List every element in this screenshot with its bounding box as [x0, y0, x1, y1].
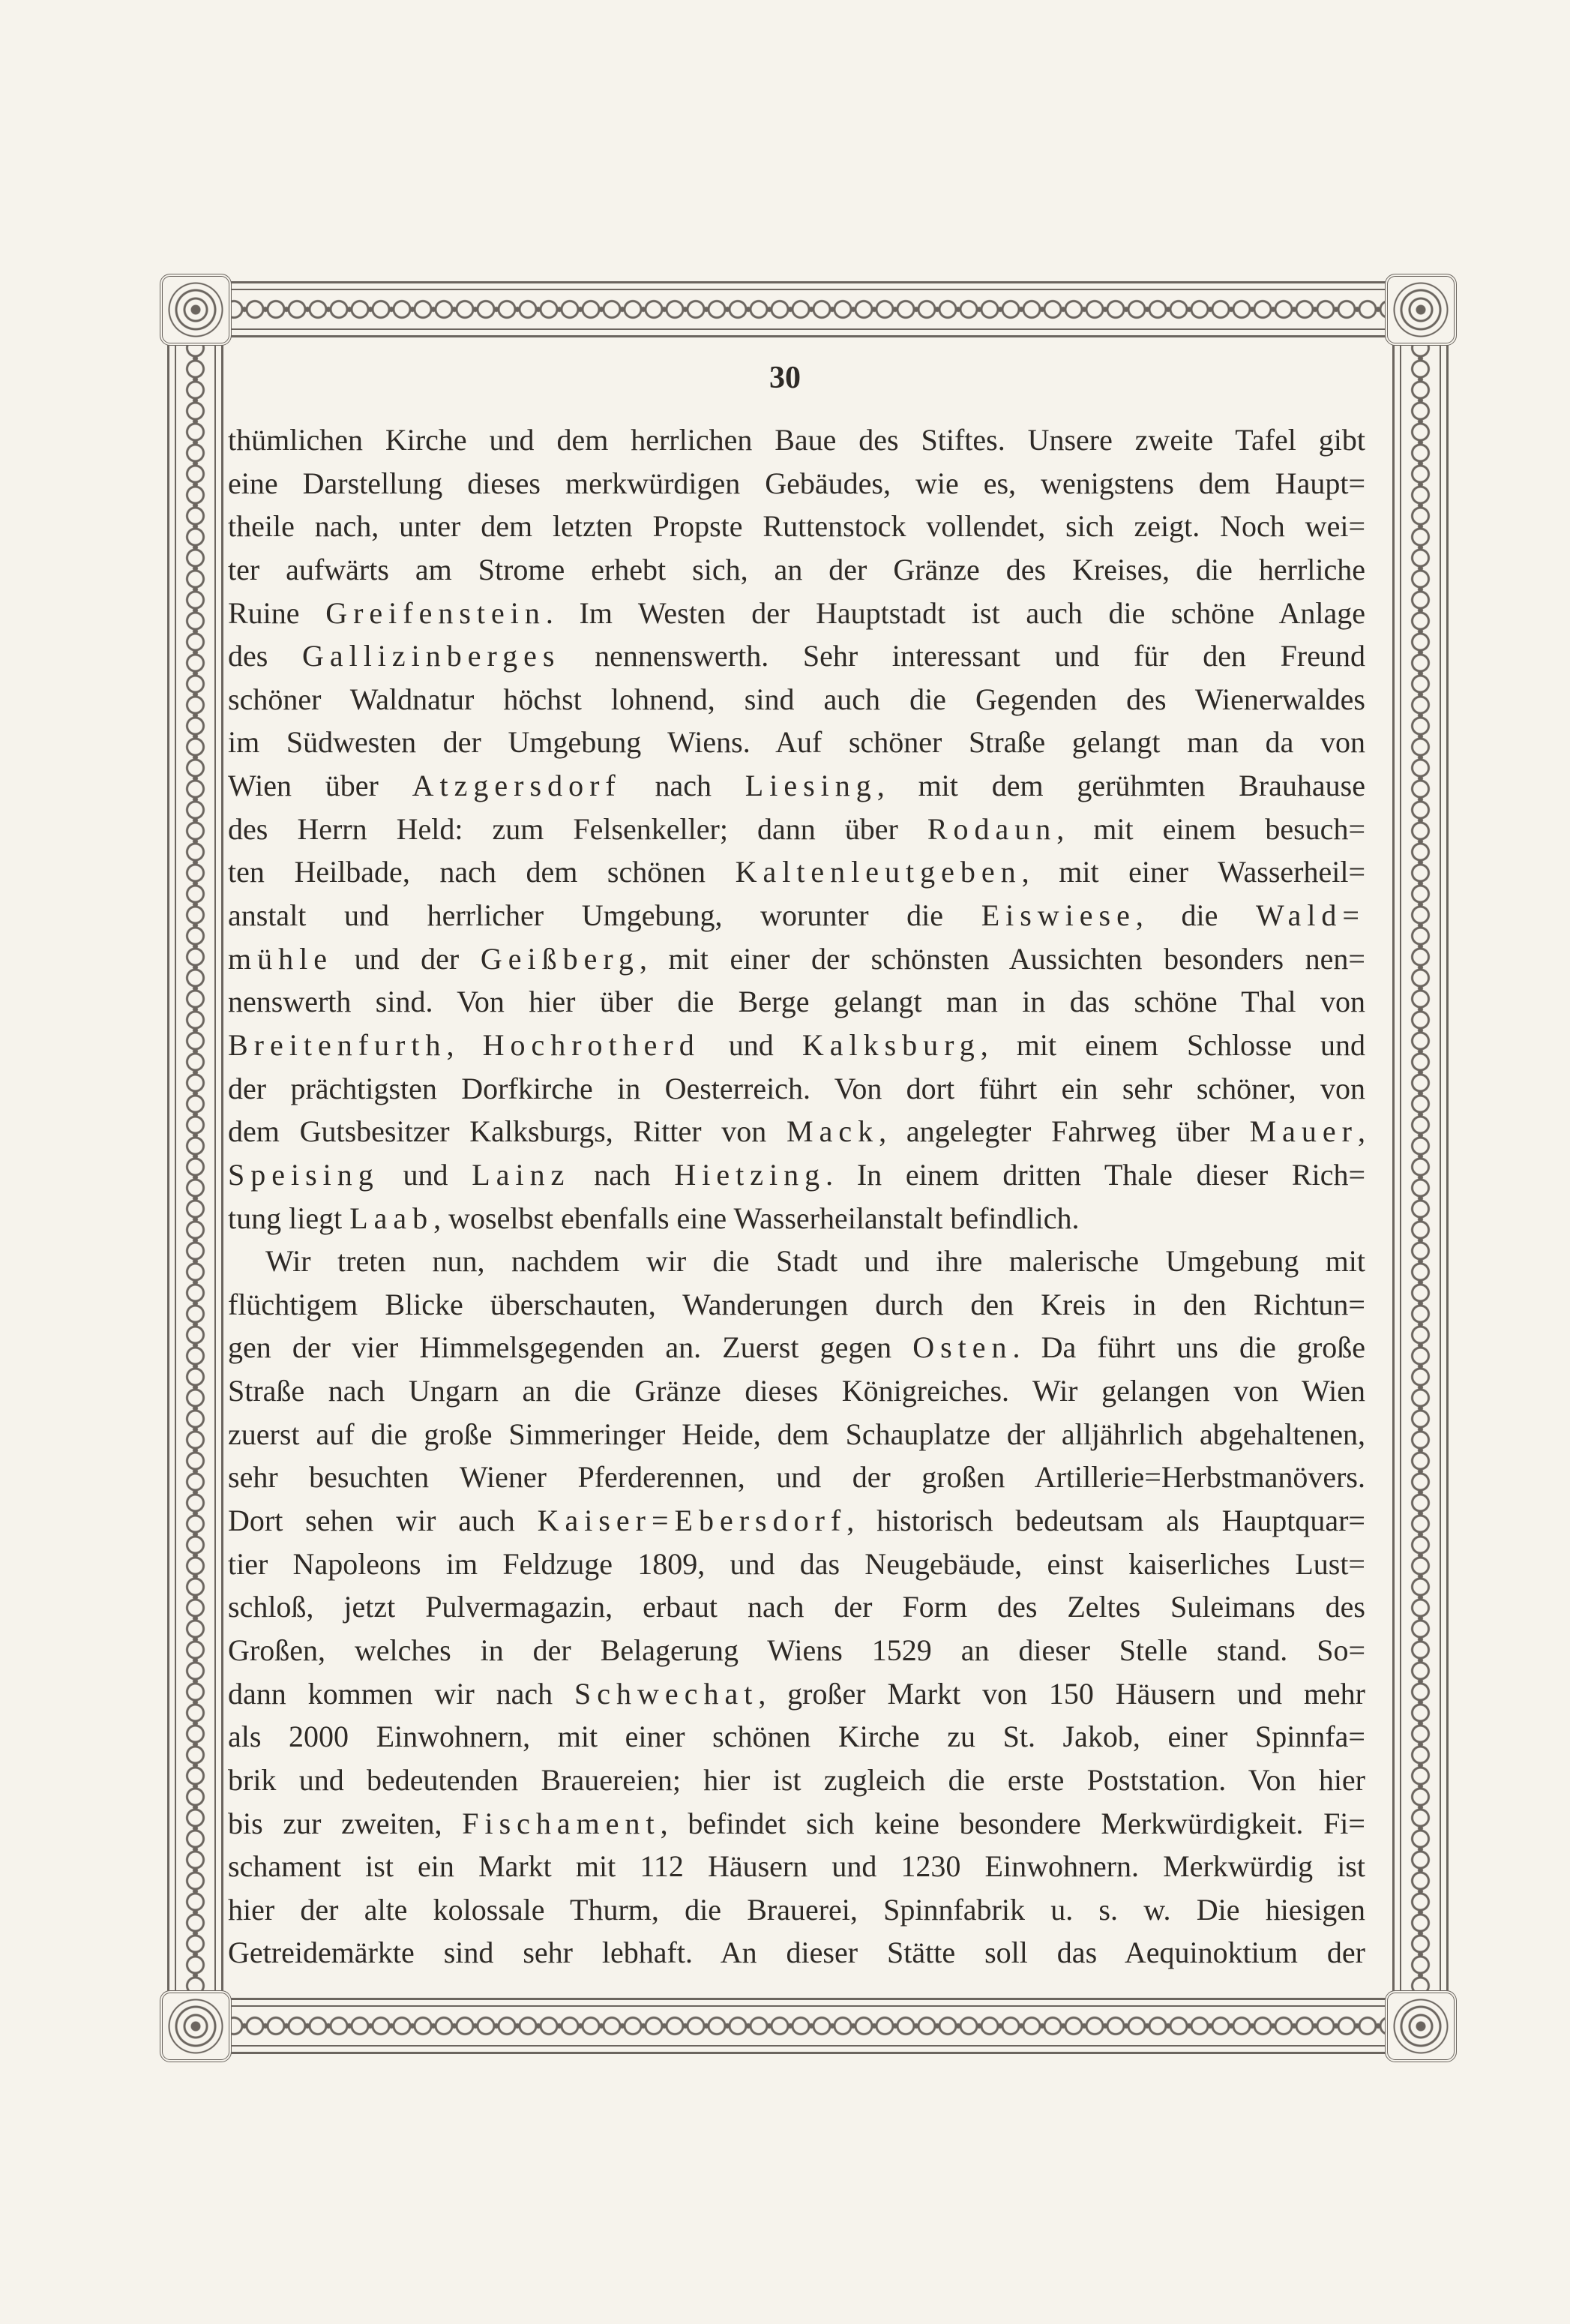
- ornamental-border-bottom: [223, 1998, 1392, 2054]
- text-line: [228, 1153, 1365, 1197]
- spaced-proper-name: Mack: [786, 1114, 879, 1149]
- spaced-proper-name: Liesing: [745, 769, 877, 803]
- text-line: [228, 850, 1365, 894]
- ornamental-border-left: [167, 337, 223, 1998]
- text-line: [228, 1369, 1365, 1413]
- corner-ornament-top-left: [160, 274, 232, 346]
- corner-ornament-bottom-right: [1385, 1990, 1457, 2062]
- text-run: , historisch bedeutsam als Hauptquar=: [846, 1504, 1365, 1538]
- text-run: , die: [1135, 898, 1257, 933]
- text-run: und: [700, 1027, 802, 1062]
- text-run: . Im Westen der Hauptstadt ist auch die schöne Anlage: [545, 595, 1365, 630]
- text-run: , großer Markt von 150 Häusern und mehr: [758, 1676, 1366, 1711]
- text-line: [228, 937, 1365, 981]
- text-run: , mit einem Schlosse und: [980, 1027, 1366, 1062]
- text-line: [228, 1845, 1365, 1888]
- spaced-proper-name: Gallizinberges: [301, 639, 561, 673]
- text-run: der prächtigsten Dorfkirche in Oesterreich. Von dort führt ein sehr schöner, von: [228, 1071, 1365, 1105]
- text-line: [228, 548, 1365, 592]
- text-line: [228, 1110, 1365, 1153]
- text-run: und der: [332, 941, 481, 976]
- text-line: [228, 678, 1365, 721]
- spaced-proper-name: Speising: [228, 1157, 379, 1192]
- text-line: [228, 1802, 1365, 1846]
- text-line: [228, 1672, 1365, 1716]
- text-run: Großen, welches in der Belagerung Wiens 1529 an dieser Stelle stand. So=: [228, 1633, 1365, 1667]
- spaced-proper-name: Laab: [349, 1201, 434, 1235]
- text-run: theile nach, unter dem letzten Propste Ruttenstock vollendet, sich zeigt. Noch wei=: [228, 509, 1365, 544]
- text-line: [228, 1024, 1365, 1067]
- text-run: , befindet sich keine besondere Merkwürdigkeit. Fi=: [660, 1806, 1365, 1840]
- text-run: gen der vier Himmelsgegenden an. Zuerst gegen: [228, 1330, 913, 1365]
- text-line: [228, 1413, 1365, 1456]
- text-line: [228, 1067, 1365, 1111]
- text-run: tung liegt: [228, 1201, 350, 1235]
- text-run: , mit einer der schönsten Aussichten besonders nen=: [639, 941, 1365, 976]
- text-body: [228, 418, 1365, 1975]
- spaced-proper-name: Schwechat: [574, 1676, 759, 1711]
- text-run: nennenswerth. Sehr interessant und für den Freund: [560, 639, 1365, 673]
- text-run: Wien über: [228, 769, 412, 803]
- text-run: brik und bedeutenden Brauereien; hier ist zugleich die erste Poststation. Von hier: [228, 1762, 1365, 1797]
- text-run: des: [228, 639, 302, 673]
- text-run: Straße nach Ungarn an die Gränze dieses Königreiches. Wir gelangen von Wien: [228, 1374, 1365, 1408]
- text-run: ,: [1358, 1114, 1365, 1149]
- text-run: schament ist ein Markt mit 112 Häusern und 1230 Einwohnern. Merkwürdig ist: [228, 1849, 1365, 1884]
- text-run: thümlichen Kirche und dem herrlichen Baue des Stiftes. Unsere zweite Tafel gibt: [228, 423, 1365, 457]
- text-run: nach: [570, 1157, 675, 1192]
- text-line: [228, 1326, 1365, 1369]
- text-line: [228, 505, 1365, 548]
- ornamental-border-top: [223, 281, 1392, 337]
- spaced-proper-name: Lainz: [472, 1157, 571, 1192]
- corner-ornament-top-right: [1385, 274, 1457, 346]
- text-line: [228, 1240, 1365, 1283]
- text-run: als 2000 Einwohnern, mit einer schönen Kirche zu St. Jakob, einer Spinnfa=: [228, 1720, 1365, 1754]
- text-run: zuerst auf die große Simmeringer Heide, dem Schauplatze der alljährlich abgehaltenen,: [228, 1417, 1365, 1451]
- text-run: . In einem dritten Thale dieser Rich=: [825, 1157, 1366, 1192]
- text-run: Dort sehen wir auch: [228, 1504, 538, 1538]
- spaced-proper-name: Mauer: [1249, 1114, 1358, 1149]
- text-line: [228, 1543, 1365, 1586]
- spaced-proper-name: Geißberg: [480, 941, 640, 976]
- text-line: [228, 894, 1365, 937]
- text-run: eine Darstellung dieses merkwürdigen Gebäudes, wie es, wenigstens dem Haupt=: [228, 466, 1365, 500]
- spaced-proper-name: Osten: [912, 1330, 1013, 1365]
- spaced-proper-name: Kalksburg: [801, 1027, 981, 1062]
- text-run: Getreidemärkte sind sehr lebhaft. An dieser Stätte soll das Aequinoktium der: [228, 1936, 1365, 1970]
- spaced-proper-name: Rodaun: [927, 811, 1057, 846]
- text-run: schloß, jetzt Pulvermagazin, erbaut nach der Form des Zeltes Suleimans des: [228, 1590, 1365, 1624]
- text-run: , angelegter Fahrweg über: [879, 1114, 1250, 1149]
- text-run: des Herrn Held: zum Felsenkeller; dann über: [228, 811, 927, 846]
- text-run: nach: [621, 769, 745, 803]
- ornamental-border-right: [1392, 337, 1449, 1998]
- text-line: [228, 764, 1365, 808]
- text-run: tier Napoleons im Feldzuge 1809, und das Neugebäude, einst kaiserliches Lust=: [228, 1546, 1365, 1581]
- text-run: , mit einem besuch=: [1056, 811, 1365, 846]
- text-run: . Da führt uns die große: [1012, 1330, 1366, 1365]
- text-run: nenswerth sind. Von hier über die Berge gelangt man in das schöne Thal von: [228, 985, 1365, 1019]
- spaced-proper-name: Wald=: [1256, 898, 1365, 933]
- text-run: Wir treten nun, nachdem wir die Stadt und ihre malerische Umgebung mit: [265, 1244, 1365, 1279]
- spaced-proper-name: Kaltenleutgeben: [735, 855, 1022, 889]
- spaced-proper-name: Fischament: [462, 1806, 661, 1840]
- text-run: sehr besuchten Wiener Pferderennen, und der großen Artillerie=Herbstmanövers.: [228, 1460, 1365, 1495]
- text-run: , woselbst ebenfalls eine Wasserheilanstalt befindlich.: [433, 1201, 1080, 1235]
- text-run: und: [379, 1157, 472, 1192]
- spaced-proper-name: Greifenstein: [325, 595, 546, 630]
- spaced-proper-name: Hietzing: [674, 1157, 826, 1192]
- spaced-proper-name: Kaiser=Ebersdorf: [537, 1504, 847, 1538]
- text-line: [228, 980, 1365, 1024]
- text-run: im Südwesten der Umgebung Wiens. Auf schöner Straße gelangt man da von: [228, 725, 1365, 760]
- spaced-proper-name: Atzgersdorf: [412, 769, 622, 803]
- text-line: [228, 1499, 1365, 1543]
- text-line: [228, 1715, 1365, 1759]
- text-line: [228, 721, 1365, 764]
- text-run: , mit dem gerühmten Brauhause: [876, 769, 1366, 803]
- text-run: dem Gutsbesitzer Kalksburgs, Ritter von: [228, 1114, 787, 1149]
- spaced-proper-name: Hochrotherd: [482, 1027, 700, 1062]
- text-run: bis zur zweiten,: [228, 1806, 463, 1840]
- text-run: , mit einer Wasserheil=: [1021, 855, 1365, 889]
- corner-ornament-bottom-left: [160, 1990, 232, 2062]
- text-run: dann kommen wir nach: [228, 1676, 575, 1711]
- text-line: [228, 808, 1365, 851]
- text-line: [228, 634, 1365, 678]
- text-run: ten Heilbade, nach dem schönen: [228, 855, 736, 889]
- text-run: anstalt und herrlicher Umgebung, worunter die: [228, 898, 981, 933]
- text-line: [228, 1888, 1365, 1932]
- text-line: [228, 1931, 1365, 1975]
- text-line: [228, 1759, 1365, 1802]
- text-run: hier der alte kolossale Thurm, die Brauerei, Spinnfabrik u. s. w. Die hiesigen: [228, 1892, 1365, 1927]
- text-line: [228, 1585, 1365, 1629]
- text-line: [228, 418, 1365, 462]
- spaced-proper-name: Eiswiese: [981, 898, 1136, 933]
- text-line: [228, 1456, 1365, 1499]
- spaced-proper-name: mühle: [228, 941, 333, 976]
- text-run: Ruine: [228, 595, 326, 630]
- text-line: [228, 1629, 1365, 1672]
- spaced-proper-name: Breitenfurth: [228, 1027, 447, 1062]
- text-line: [228, 1197, 1365, 1240]
- text-line: [228, 592, 1365, 635]
- page-number: 30: [769, 361, 801, 395]
- text-run: schöner Waldnatur höchst lohnend, sind auch die Gegenden des Wienerwaldes: [228, 682, 1365, 716]
- text-line: [228, 1283, 1365, 1327]
- text-run: flüchtigem Blicke überschauten, Wanderungen durch den Kreis in den Richtun=: [228, 1287, 1365, 1321]
- text-run: ,: [446, 1027, 483, 1062]
- text-line: [228, 462, 1365, 505]
- text-run: ter aufwärts am Strome erhebt sich, an der Gränze des Kreises, die herrliche: [228, 552, 1365, 586]
